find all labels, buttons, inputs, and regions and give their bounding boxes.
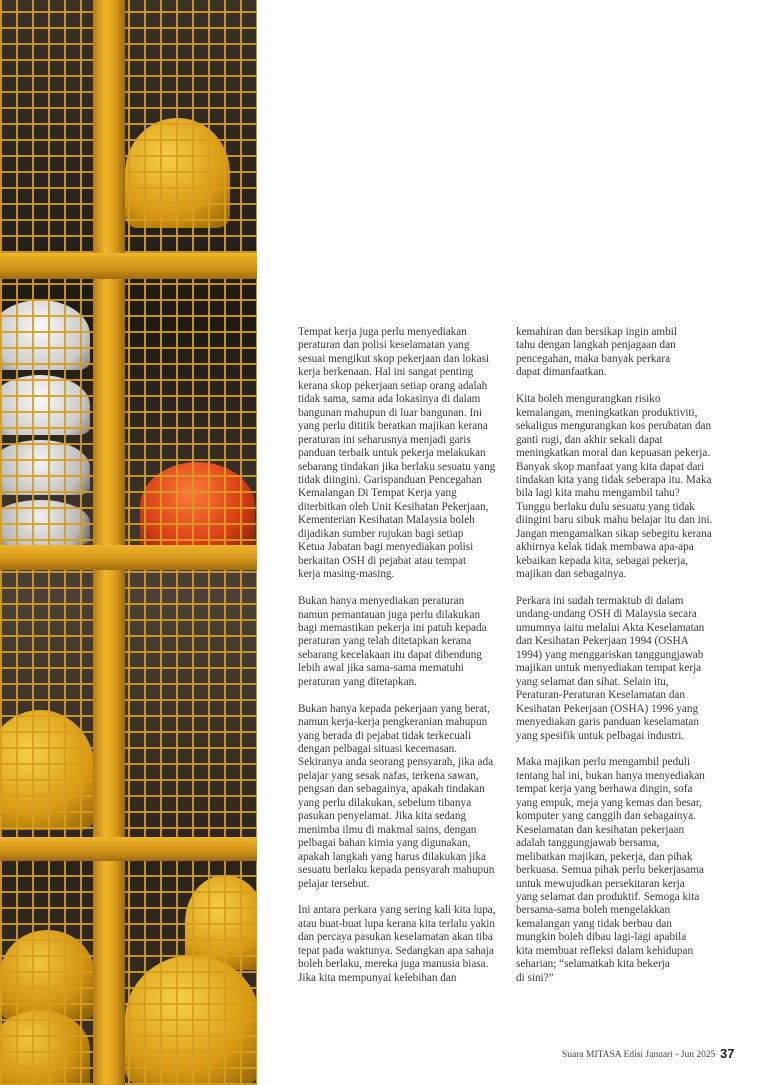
text-line: Tempat kerja juga perlu menyediakan	[298, 326, 467, 338]
text-line: tepat pada waktunya. Sedangkan apa sahaja	[298, 944, 494, 957]
text-line: Banyak skop manfaat yang kita dapat dari	[516, 460, 705, 473]
article-column-left	[298, 326, 496, 985]
text-line: sesuatu berlaku kepada pensyarah mahupun	[298, 864, 495, 877]
text-line: namun pemantauan juga perlu dilakukan	[298, 608, 481, 621]
paragraph	[516, 326, 712, 380]
text-line: di sini?”	[516, 971, 554, 984]
text-line: bangunan mahupun di luar bangunan. Ini	[298, 406, 482, 419]
paragraph-gap	[298, 689, 496, 702]
paragraph-gap	[298, 582, 496, 595]
text-line: sekaligus mengurangkan kos perubatan dan	[516, 420, 712, 433]
article-column-right	[516, 326, 712, 985]
text-line: yang selamat dan produktif. Semoga kita	[516, 890, 700, 903]
text-line: Kementerian Kesihatan Malaysia boleh	[298, 514, 475, 527]
text-line: panduan terbaik untuk pekerja melakukan	[298, 447, 486, 460]
text-line: untuk mewujudkan persekitaran kerja	[516, 877, 685, 890]
text-line: kemalangan yang tidak berbau dan	[516, 917, 672, 930]
cage-beam	[0, 545, 257, 570]
text-line: undang-undang OSH di Malaysia secara	[516, 608, 697, 621]
text-line: pencegahan, maka banyak perkara	[516, 352, 671, 365]
paragraph-gap	[516, 380, 712, 393]
text-line: tidak diingini. Garispanduan Pencegahan	[298, 473, 482, 486]
text-line: bagi memastikan pekerja ini patuh kepada	[298, 621, 487, 634]
text-line: atau buat-buat lupa kerana kita terlalu yakin	[298, 917, 495, 930]
text-line: bersama-sama boleh mengelakkan	[516, 904, 671, 917]
paragraph	[516, 393, 712, 581]
text-line: sesuai mengikut skop pekerjaan dan lokasi	[298, 352, 490, 365]
paragraph	[298, 326, 496, 582]
text-line: boleh berlaku, mereka juga manusia biasa.	[298, 958, 489, 971]
text-line: adalah tanggungjawab bersama,	[516, 837, 660, 850]
text-line: seharian; “selamatkah kita bekerja	[516, 958, 670, 971]
text-line: akhirnya kelak tidak membawa apa-apa	[516, 541, 694, 554]
text-line: Maka majikan perlu mengambil peduli	[516, 756, 690, 769]
text-line: kerja berkenaan. Hal ini sangat penting	[298, 366, 474, 379]
text-line: Kemalangan Di Tempat Kerja yang	[298, 487, 457, 500]
text-line: menyediakan garis panduan keselamatan	[516, 716, 699, 729]
paragraph	[298, 703, 496, 891]
text-line: Kita boleh mengurangkan risiko	[516, 393, 661, 406]
text-line: dijadikan sumber rujukan bagi setiap	[298, 527, 464, 540]
paragraph	[298, 904, 496, 985]
text-line: lebih awal jika sama-sama mematuhi	[298, 662, 464, 675]
paragraph-gap	[298, 891, 496, 904]
text-line: namun kerja-kerja pengkeranian mahupun	[298, 716, 488, 729]
text-line: pelbagai bahan kimia yang digunakan,	[298, 837, 471, 850]
text-line: sebarang kecelakaan itu dapat dibendung	[298, 648, 482, 661]
text-line: pelajar tersebut.	[298, 877, 370, 890]
text-line: peraturan yang telah ditetapkan kerana	[298, 635, 472, 648]
text-line: yang selamat dan sihat. Selain itu,	[516, 675, 669, 688]
text-line: pengsan dan sebagainya, apakah tindakan	[298, 783, 485, 796]
text-line: kebaikan kepada kita, sebagai pekerja,	[516, 554, 689, 567]
paragraph-gap	[516, 582, 712, 595]
text-line: mungkin boleh dibau lagi-lagi apabila	[516, 931, 687, 944]
text-line: Perkara ini sudah termaktub di dalam	[516, 595, 684, 608]
text-line: dengan pelbagai situasi kecemasan.	[298, 743, 458, 756]
text-line: melibatkan majikan, pekerja, dan pihak	[516, 850, 693, 863]
text-line: meningkatkan moral dan kepuasan pekerja.	[516, 447, 711, 460]
text-line: tempat kerja yang berhawa dingin, sofa	[516, 783, 693, 796]
text-line: Kesihatan Pekerjaan (OSHA) 1996 yang	[516, 702, 699, 715]
text-line: kerja masing-masing.	[298, 568, 395, 581]
text-line: dan percaya pasukan keselamatan akan tiba	[298, 931, 493, 944]
cage-beam	[0, 253, 257, 279]
text-line: berkaitan OSH di pejabat atau tempat	[298, 554, 467, 567]
text-line: diterbitkan oleh Unit Kesihatan Pekerjaan,	[298, 500, 489, 513]
text-line: kita membuat refleksi dalam kehidupan	[516, 944, 694, 957]
text-line: kerana skop pekerjaan setiap orang adalah	[298, 379, 488, 392]
text-line: yang perlu dilakukan, sebelum tibanya	[298, 796, 472, 809]
text-line: tindakan kita yang tidak seberapa itu. Maka	[516, 473, 712, 486]
text-line: Peraturan-Peraturan Keselamatan dan	[516, 689, 685, 702]
helmet-cage-photo	[0, 0, 257, 1085]
text-line: dapat dimanfaatkan.	[516, 366, 607, 379]
text-line: Bukan hanya kepada pekerjaan yang berat,	[298, 702, 490, 715]
text-line: menimba ilmu di makmal sains, dengan	[298, 823, 477, 836]
paragraph	[516, 595, 712, 743]
text-line: peraturan ini seharusnya menjadi garis	[298, 433, 471, 446]
text-line: 1994) yang menggariskan tanggungjawab	[516, 648, 704, 661]
text-line: kemalangan, meningkatkan produktiviti,	[516, 406, 698, 419]
text-line: peraturan dan polisi keselamatan yang	[298, 339, 470, 352]
text-line: dan Kesihatan Pekerjaan 1994 (OSHA	[516, 635, 689, 648]
text-line: Jika kita mempunyai kelebihan dan	[298, 971, 457, 984]
text-line: Keselamatan dan kesihatan pekerjaan	[516, 823, 685, 836]
text-line: Bukan hanya menyediakan peraturan	[298, 595, 465, 608]
text-line: Sekiranya anda seorang pensyarah, jika ada	[298, 756, 494, 769]
text-line: majikan untuk menyediakan tempat kerja	[516, 662, 702, 675]
text-line: ganti rugi, dan akhir sekali dapat	[516, 433, 663, 446]
text-line: peraturan yang ditetapkan.	[298, 675, 417, 688]
text-line: tentang hal ini, bukan hanya menyediakan	[516, 769, 705, 782]
text-line: pelajar yang sesak nafas, terkena sawan,	[298, 769, 479, 782]
text-line: bila lagi kita mahu mengambil tahu?	[516, 487, 680, 500]
cage-mesh	[0, 0, 257, 1085]
text-line: Tunggu berlaku dulu sesuatu yang tidak	[516, 500, 695, 513]
cage-beam	[0, 837, 257, 861]
footer-publication: Suara MITASA Edisi Januari - Jun 2025	[562, 1050, 716, 1060]
page-number: 37	[720, 1046, 735, 1061]
paragraph	[516, 756, 712, 985]
paragraph-gap	[516, 743, 712, 756]
text-line: diingini baru sibuk mahu belajar itu dan ini.	[516, 514, 713, 527]
text-line: berkuasa. Semua pihak perlu bekerjasama	[516, 864, 704, 877]
text-line: yang perlu dititik beratkan majikan kerana	[298, 420, 488, 433]
paragraph	[298, 595, 496, 689]
text-line: tahu dengan langkah penjagaan dan	[516, 339, 676, 352]
text-line: Ini antara perkara yang sering kali kita lupa,	[298, 904, 496, 917]
text-line: tidak sama, sama ada lokasinya di dalam	[298, 393, 481, 406]
text-line: yang berada di pejabat tidak terkecuali	[298, 729, 472, 742]
text-line: yang empuk, meja yang kemas dan besar,	[516, 796, 702, 809]
text-line: umumnya iaitu melalui Akta Keselamatan	[516, 621, 705, 634]
text-line: Ketua Jabatan bagi menyediakan polisi	[298, 541, 474, 554]
text-line: apakah langkah yang harus dilakukan jika	[298, 850, 486, 863]
text-line: komputer yang canggih dan sebagainya.	[516, 810, 696, 823]
text-line: Jangan mengamalkan sikap sebegitu kerana	[516, 527, 712, 540]
text-line: sebarang tindakan jika berlaku sesuatu yang	[298, 460, 496, 473]
text-line: yang spesifik untuk pelbagai industri.	[516, 729, 685, 742]
text-line: kemahiran dan bersikap ingin ambil	[516, 326, 677, 338]
text-line: majikan dan sebagainya.	[516, 568, 627, 581]
text-line: pasukan penyelamat. Jika kita sedang	[298, 810, 467, 823]
cage-post	[93, 0, 125, 1085]
